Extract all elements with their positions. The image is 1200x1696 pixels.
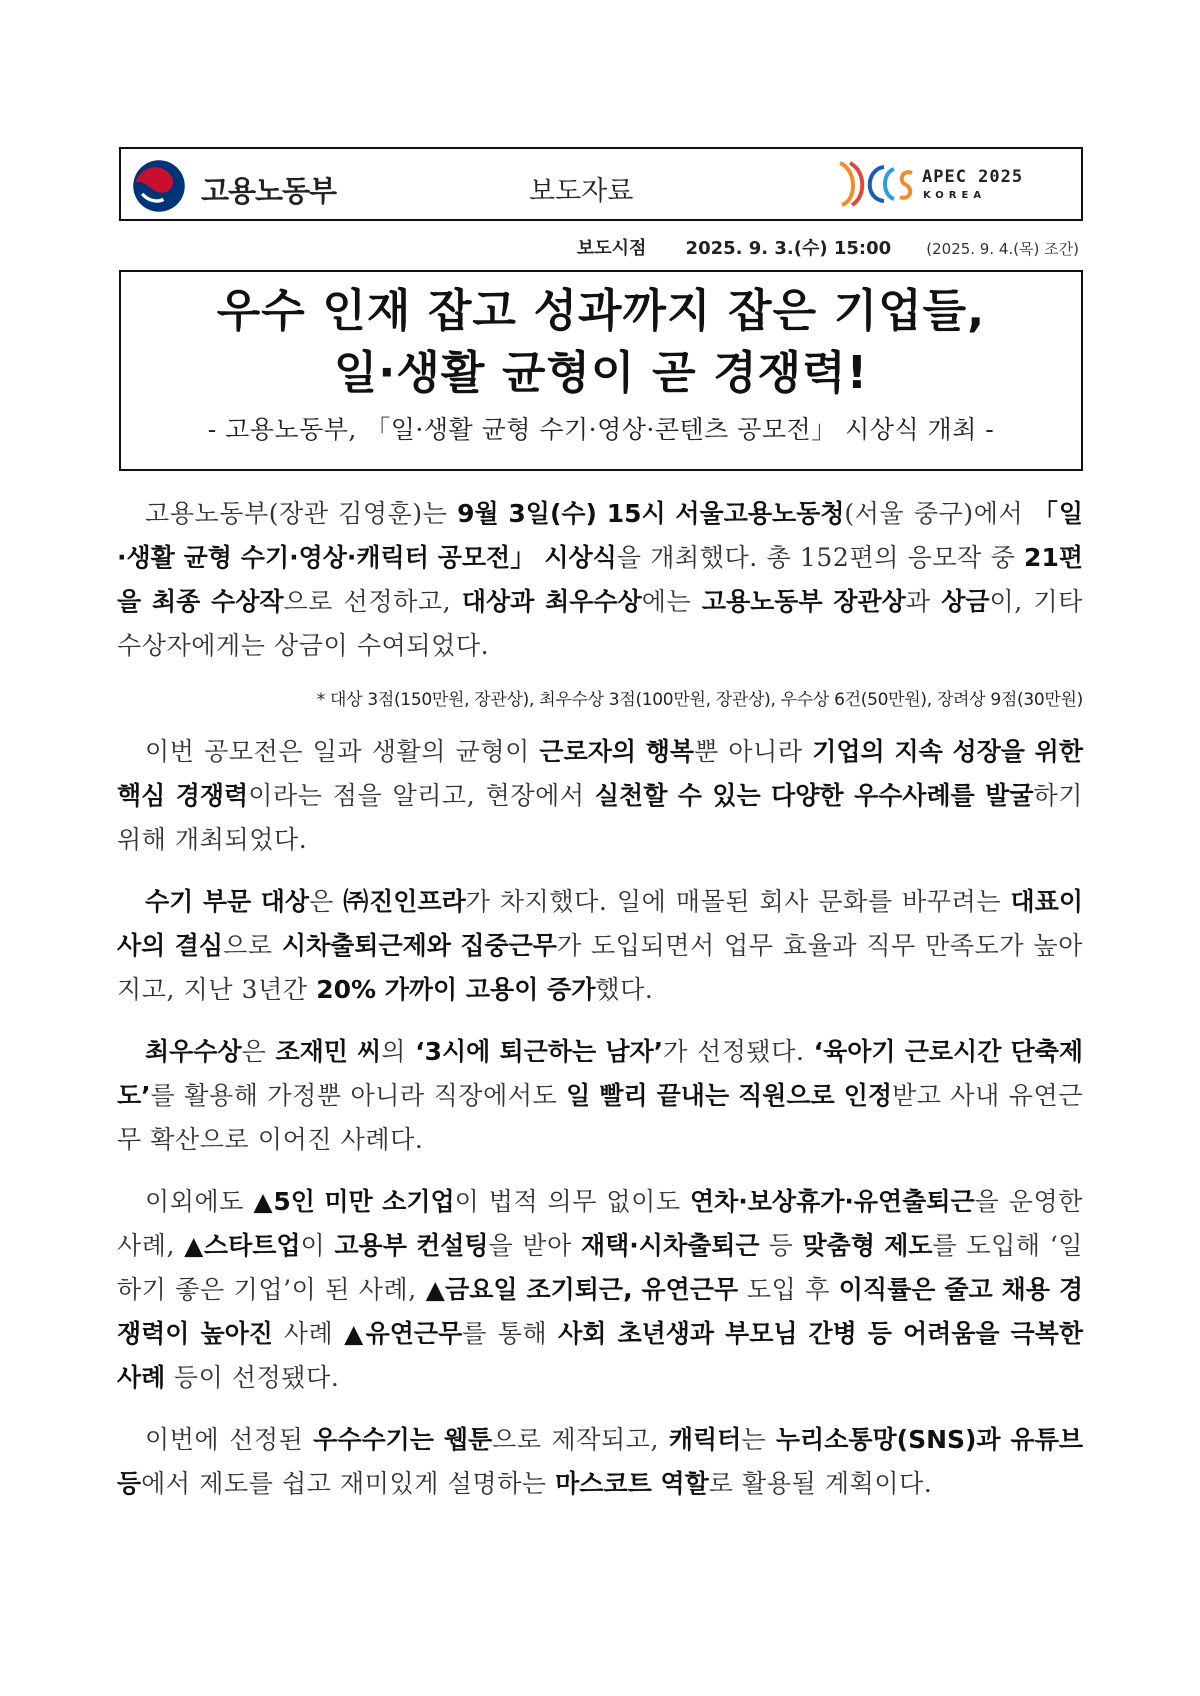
emphasis-text: ‘육아기 근로시간 단축제도’ (117, 1037, 1084, 1110)
body-text: 를 도입해 ‘일하기 좋은 기업’이 된 사례, (117, 1231, 1084, 1304)
body-text: 를 활용해 가정뿐 아니라 직장에서도 (150, 1081, 567, 1110)
body-text: 에서 제도를 쉽고 재미있게 설명하는 (141, 1469, 556, 1498)
body-text: 으로 (223, 931, 282, 960)
taegeuk-logo-icon (131, 158, 187, 214)
emphasis-text: 근로자의 행복 (539, 737, 695, 766)
body-text: 뿐 아니라 (694, 737, 813, 766)
emphasis-text: 대상과 최우수상 (461, 587, 642, 616)
emphasis-text: ▲스타트업 (184, 1231, 301, 1260)
emphasis-text: 최우수상 (145, 1037, 242, 1066)
body-text: 하기 위해 개최되었다. (117, 781, 1083, 854)
emphasis-text: 연차·보상휴가·유연출퇴근 (689, 1187, 975, 1216)
emphasis-text: 누리소통망(SNS)과 유튜브 등 (117, 1425, 1083, 1498)
body-text: 이 법적 의무 없이도 (454, 1187, 690, 1216)
body-paragraph (117, 1418, 1083, 1506)
body-text: 받고 사내 유연근무 확산으로 이어진 사례다. (117, 1081, 1083, 1154)
body-text: 는 (741, 1425, 776, 1454)
body-text: 도입 후 (738, 1275, 839, 1304)
body-text: (서울 중구)에서 (844, 499, 1033, 528)
emphasis-text: 9월 3일(수) 15시 서울고용노동청 (457, 499, 845, 528)
apec-emblem-icon (836, 159, 920, 209)
emphasis-text: 기업의 지속 성장을 위한 핵심 경쟁력 (117, 737, 1083, 810)
body-text: 이 (300, 1231, 335, 1260)
emphasis-text: 사회 초년생과 부모님 간병 등 어려움을 극복한 사례 (117, 1319, 1083, 1392)
body-text: 은 (309, 887, 344, 916)
body-paragraph (117, 1180, 1083, 1400)
body-paragraph (117, 1030, 1083, 1162)
apec-title: APEC 2025 (922, 167, 1024, 187)
emphasis-text: 21편을 최종 수상작 (117, 543, 1083, 616)
headline-line-2: 일·생활 균형이 곧 경쟁력! (333, 346, 869, 399)
morning-edition-note: (2025. 9. 4.(목) 조간) (926, 240, 1079, 258)
body-text: 이번에 선정된 (145, 1425, 314, 1454)
release-label: 보도시점 (576, 238, 647, 259)
emphasis-text: 재택·시차출퇴근 (581, 1231, 760, 1260)
release-info (119, 234, 1079, 260)
ministry-name: 고용노동부 (201, 174, 337, 208)
body-text: 를 통해 (462, 1319, 559, 1348)
emphasis-text: ▲유연근무 (344, 1319, 463, 1348)
body-text: 을 운영한 사례, (117, 1187, 1083, 1260)
emphasis-text: 고용부 컨설팅 (334, 1231, 489, 1260)
title-box (119, 270, 1083, 471)
body-paragraph (117, 730, 1083, 862)
emphasis-text: 우수수기는 웹툰 (313, 1425, 493, 1454)
body-text: 이, 기타 수상자에게는 상금이 수여되었다. (117, 587, 1083, 660)
body-text: 로 활용될 계획이다. (708, 1469, 933, 1498)
emphasis-text: 맞춤형 제도 (802, 1231, 933, 1260)
body-paragraph (117, 880, 1083, 1012)
body-text: 의 (381, 1037, 416, 1066)
body-text: 으로 제작되고, (492, 1425, 669, 1454)
emphasis-text: 대표이사의 결심 (117, 887, 1083, 960)
emphasis-text: ㈜진인프라 (343, 887, 466, 916)
emphasis-text: 실천할 수 있는 다양한 우수사례를 발굴 (594, 781, 1034, 810)
emphasis-text: ▲5인 미만 소기업 (253, 1187, 455, 1216)
body-text: 가 도입되면서 업무 효율과 직무 만족도가 높아지고, 지난 3년간 (117, 931, 1083, 1004)
header-box (119, 147, 1083, 221)
emphasis-text: 「일·생활 균형 수기·영상·캐릭터 공모전」 시상식 (117, 499, 1083, 572)
emphasis-text: 마스코트 역할 (555, 1469, 709, 1498)
body-text: 이번 공모전은 일과 생활의 균형이 (145, 737, 540, 766)
body-text: 과 (905, 587, 942, 616)
emphasis-text: 20% 가까이 고용이 증가 (316, 975, 596, 1004)
doc-type-label: 보도자료 (529, 176, 634, 207)
body-text: 가 차지했다. 일에 매몰된 회사 문화를 바꾸려는 (465, 887, 1011, 916)
body-text: 가 선정됐다. (663, 1037, 814, 1066)
headline-line-1: 우수 인재 잡고 성과까지 잡은 기업들, (216, 284, 986, 337)
emphasis-text: 수기 부문 대상 (145, 887, 310, 916)
emphasis-text: 캐릭터 (668, 1425, 742, 1454)
emphasis-text: ▲금요일 조기퇴근, 유연근무 (425, 1275, 739, 1304)
body-text: 을 개최했다. 총 152편의 응모작 중 (616, 543, 1025, 572)
body-text: 이라는 점을 알리고, 현장에서 (248, 781, 595, 810)
body-text: 등이 선정됐다. (165, 1363, 340, 1392)
release-datetime: 2025. 9. 3.(수) 15:00 (685, 238, 892, 259)
body-text: 사례 (272, 1319, 345, 1348)
emphasis-text: 조재민 씨 (275, 1037, 382, 1066)
award-footnote: * 대상 3점(150만원, 장관상), 최우수상 3점(100만원, 장관상), 우수상 6건(50만원), 장려상 9점(30만원) (316, 690, 1083, 710)
body-text: 이외에도 (145, 1187, 254, 1216)
emphasis-text: 고용노동부 장관상 (701, 587, 906, 616)
body-text: 고용노동부(장관 김영훈)는 (145, 499, 458, 528)
body-text: 했다. (595, 975, 654, 1004)
subtitle: - 고용노동부, 「일·생활 균형 수기·영상·콘텐츠 공모전」 시상식 개최 - (207, 415, 995, 444)
body-text: 에는 (641, 587, 702, 616)
body-paragraph (117, 492, 1083, 668)
emphasis-text: 이직률은 줄고 채용 경쟁력이 높아진 (117, 1275, 1083, 1348)
body-text: 으로 선정하고, (283, 587, 462, 616)
emphasis-text: 일 빨리 끝내는 직원으로 인정 (566, 1081, 893, 1110)
article-body (117, 492, 1083, 1524)
emphasis-text: ‘3시에 퇴근하는 남자’ (415, 1037, 664, 1066)
apec-subtitle: KOREA (923, 190, 987, 201)
emphasis-text: 상금 (941, 587, 990, 616)
body-text: 등 (759, 1231, 803, 1260)
body-text: 은 (241, 1037, 276, 1066)
body-text: 을 받아 (488, 1231, 581, 1260)
emphasis-text: 시차출퇴근제와 집중근무 (281, 931, 557, 960)
